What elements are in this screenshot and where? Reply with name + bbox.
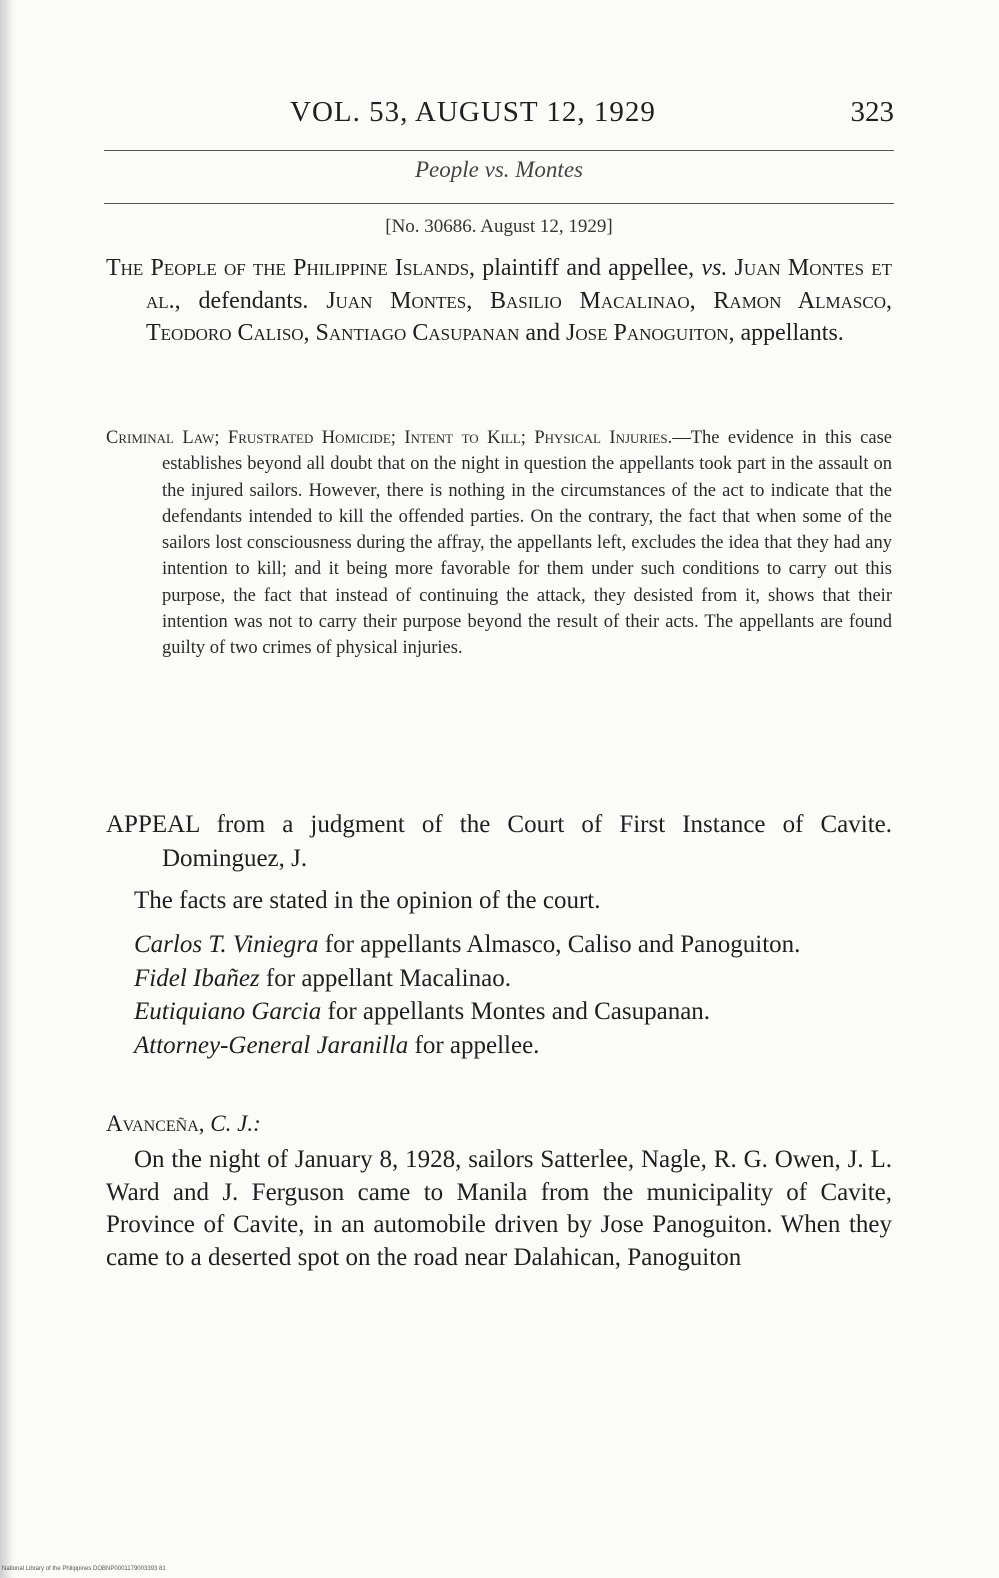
counsel-name: Eutiquiano Garcia bbox=[134, 998, 322, 1025]
counsel-role: for appellant Macalinao. bbox=[259, 964, 511, 992]
counsel-list bbox=[106, 928, 892, 1062]
counsel-name: Carlos T. Viniegra bbox=[134, 931, 319, 958]
party-appellants-role: appellants. bbox=[734, 320, 844, 346]
counsel-item bbox=[106, 995, 892, 1029]
party-and: and bbox=[519, 320, 567, 346]
counsel-name: Fidel Ibañez bbox=[134, 964, 260, 992]
syllabus bbox=[106, 425, 892, 662]
running-head: VOL. 53, AUGUST 12, 1929 bbox=[290, 96, 656, 128]
versus: vs. bbox=[701, 255, 728, 281]
opinion-body bbox=[106, 1144, 892, 1274]
counsel-item bbox=[106, 928, 892, 962]
counsel-role: for appellee. bbox=[408, 1031, 540, 1059]
party-plaintiff-role: plaintiff and appellee, bbox=[475, 255, 702, 281]
parties-paragraph bbox=[106, 252, 892, 350]
appeal-text: APPEAL from a judgment of the Court of First Instance of Cavite. Dominguez, J. bbox=[106, 811, 892, 872]
counsel-name: Attorney-General Jaranilla bbox=[134, 1031, 409, 1059]
case-caption: People vs. Montes bbox=[415, 157, 583, 182]
counsel-role: for appellants Almasco, Caliso and Panoguiton. bbox=[318, 931, 801, 958]
scan-footer: National Library of the Philippines DOBNP0001179003393 81 bbox=[2, 1566, 166, 1572]
party-last-appellant: Jose Panoguiton, bbox=[566, 320, 735, 346]
header-rule-bottom bbox=[104, 203, 894, 204]
party-defendants-role: defendants. bbox=[180, 287, 327, 314]
docket-number: [No. 30686. August 12, 1929] bbox=[385, 216, 613, 237]
syllabus-body: —The evidence in this case establishes beyond all doubt that on the night in question the appellants took part in the assault on the injured sailors. However, there is nothing in the circumstances of the act to indicate that the defendants intended to kill the offended parties. On the contrary, the fact that when some of the sailors lost consciousness during the affray, the appellants left, excludes the idea that they had any intention to kill; and it being more favorable for them under such conditions to carry out this purpose, the fact that instead of continuing the attack, they desisted from it, shows that their intention was not to carry their purpose beyond the result of their acts. The appellants are found guilty of two crimes of physical injuries. bbox=[162, 428, 893, 659]
case-parties bbox=[106, 252, 892, 350]
facts-statement bbox=[106, 884, 892, 918]
facts-text: The facts are stated in the opinion of the court. bbox=[134, 887, 601, 914]
opinion-paragraph: On the night of January 8, 1928, sailors Satterlee, Nagle, R. G. Owen, J. L. Ward and J. Ferguson came to Manila from the municipality of Cavite, Province of Cavite, in an automobile driven by Jose Panoguiton. When they came to a deserted spot on the road near Dalahican, Panoguiton bbox=[106, 1146, 892, 1271]
ponente-title: C. J.: bbox=[204, 1111, 261, 1136]
party-defendants: Juan Montes et al., bbox=[146, 255, 892, 314]
party-plaintiff: The People of the Philippine Islands, bbox=[106, 255, 476, 281]
syllabus-heading: Criminal Law; Frustrated Homicide; Intent to Kill; Physical Injuries. bbox=[106, 428, 673, 448]
counsel-item bbox=[106, 1029, 892, 1063]
ponente-name: Avanceña, bbox=[106, 1111, 205, 1136]
counsel-role: for appellants Montes and Casupanan. bbox=[321, 998, 711, 1025]
appeal-line bbox=[106, 808, 892, 876]
page-number: 323 bbox=[850, 96, 894, 128]
page-header bbox=[104, 96, 894, 144]
ponente bbox=[106, 1108, 892, 1140]
header-rule-top bbox=[104, 150, 894, 151]
party-appellants: Juan Montes, Basilio Macalinao, Ramon Almasco, Teodoro Caliso, Santiago Casupanan bbox=[146, 287, 892, 346]
counsel-item bbox=[106, 962, 892, 996]
syllabus-paragraph bbox=[106, 425, 892, 662]
